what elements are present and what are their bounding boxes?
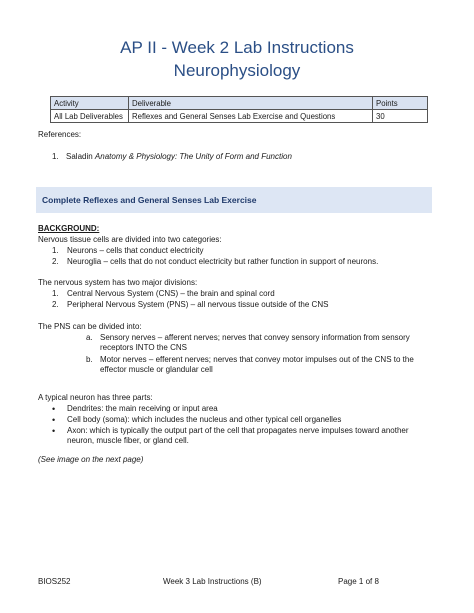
pns-intro: The PNS can be divided into: bbox=[38, 322, 142, 331]
list-text: Axon: which is typically the output part of the cell that propagates nerve impulses toward another bbox=[67, 426, 409, 435]
list-text: Cell body (soma): which includes the nucleus and other typical cell organelles bbox=[67, 415, 342, 424]
footer-document: Week 3 Lab Instructions (B) bbox=[163, 577, 262, 586]
references-heading: References: bbox=[38, 130, 82, 139]
column-header-points: Points bbox=[373, 97, 428, 110]
table-row bbox=[51, 110, 428, 123]
column-header-deliverable: Deliverable bbox=[129, 97, 373, 110]
list-text: Dendrites: the main receiving or input area bbox=[67, 404, 218, 413]
tissue-intro: Nervous tissue cells are divided into two categories: bbox=[38, 235, 222, 244]
list-text-continued: effector muscle or glandular cell bbox=[100, 365, 213, 374]
reference-number: 1. bbox=[52, 152, 59, 161]
list-text: Peripheral Nervous System (PNS) – all nervous tissue outside of the CNS bbox=[67, 300, 329, 309]
cell-deliverable: Reflexes and General Senses Lab Exercise and Questions bbox=[129, 110, 373, 123]
reference-item bbox=[52, 152, 292, 162]
list-text: Neurons – cells that conduct electricity bbox=[67, 246, 204, 255]
neuron-intro: A typical neuron has three parts: bbox=[38, 393, 153, 402]
background-heading: BACKGROUND: bbox=[38, 224, 100, 233]
bullet-icon: • bbox=[52, 415, 56, 425]
cell-points: 30 bbox=[373, 110, 428, 123]
reference-author: Saladin bbox=[66, 152, 95, 161]
document-subtitle: Neurophysiology bbox=[173, 61, 301, 80]
list-number: 1. bbox=[52, 289, 59, 298]
list-text: Sensory nerves – afferent nerves; nerves that convey sensory information from sensory bbox=[100, 333, 410, 342]
column-header-activity: Activity bbox=[51, 97, 129, 110]
list-letter: b. bbox=[86, 355, 93, 364]
list-number: 1. bbox=[52, 246, 59, 255]
list-text-continued: receptors INTO the CNS bbox=[100, 343, 187, 352]
list-letter: a. bbox=[86, 333, 93, 342]
document-title: AP II - Week 2 Lab Instructions bbox=[120, 38, 354, 57]
see-image-note: (See image on the next page) bbox=[38, 455, 144, 464]
bullet-icon: • bbox=[52, 426, 56, 436]
footer-page-number: Page 1 of 8 bbox=[338, 577, 379, 586]
list-text-continued: neuron, muscle fiber, or gland cell. bbox=[67, 436, 189, 445]
deliverables-table bbox=[50, 96, 428, 123]
list-text: Central Nervous System (CNS) – the brain and spinal cord bbox=[67, 289, 275, 298]
section-band bbox=[36, 187, 432, 213]
list-number: 2. bbox=[52, 300, 59, 309]
footer-course: BIOS252 bbox=[38, 577, 71, 586]
list-text: Neuroglia – cells that do not conduct electricity but rather function in support of neurons. bbox=[67, 257, 379, 266]
cell-activity: All Lab Deliverables bbox=[51, 110, 129, 123]
list-text: Motor nerves – efferent nerves; nerves that convey motor impulses out of the CNS to the bbox=[100, 355, 414, 364]
divisions-intro: The nervous system has two major divisions: bbox=[38, 278, 198, 287]
table-header-row bbox=[51, 97, 428, 110]
bullet-icon: • bbox=[52, 404, 56, 414]
section-band-title: Complete Reflexes and General Senses Lab Exercise bbox=[42, 195, 257, 205]
list-number: 2. bbox=[52, 257, 59, 266]
reference-title: Anatomy & Physiology: The Unity of Form and Function bbox=[94, 152, 292, 161]
